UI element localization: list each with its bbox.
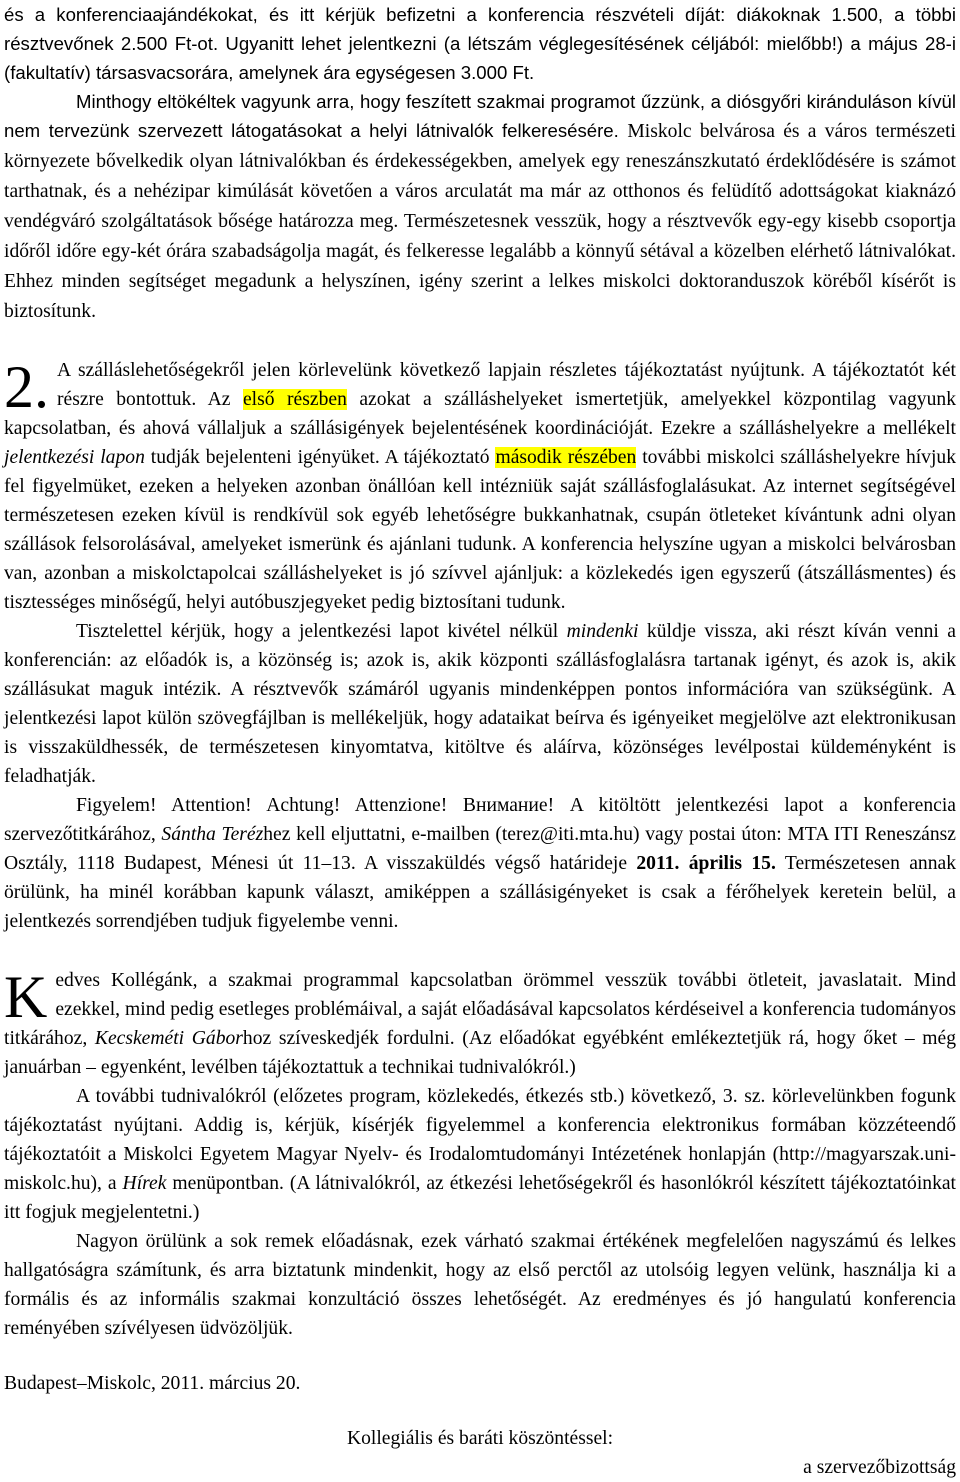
registration-emphasis: mindenki xyxy=(566,621,639,642)
colleague-paragraph xyxy=(4,966,956,1082)
news-menu-ref: Hírek xyxy=(122,1173,167,1194)
colleague-text-2: hoz szíveskedjék fordulni. (Az előadókat egyébként emlékeztetjük rá, hogy őket – még januárban – egyenként, levélben tájékoztattuk a technikai tudnivalókról.) xyxy=(4,1028,956,1078)
attention-text-1: Figyelem! Attention! Achtung! Attenzione! Внимание! A kitöltött jelentkezési lapot a konferencia szervezőtitkárához, xyxy=(4,795,956,845)
section-number: 2. xyxy=(4,354,49,420)
highlight-first-part: első részben xyxy=(242,389,347,410)
accommodation-text-3: tudják bejelenteni igényüket. A tájékoztató xyxy=(144,447,496,468)
accommodation-paragraph xyxy=(4,356,956,617)
registration-paragraph xyxy=(4,617,956,791)
registration-text-2: küldje vissza, aki részt kíván venni a konferencián: az előadók is, a közönség is; azok is, akik központi szállásfoglalásra tartanak igényt, és azok is, akik szállásukat maguk intézik. A résztvevők számáról ugyanis mindenképpen pontos információra van szükségünk. A jelentkezési lapot külön szövegfájlban is mellékeljük, hogy adataikat beírva és igényeiket megjelölve azt elektronikusan is visszaküldhessék, de természetesen kinyomtatva, kitöltve és aláírva, közönséges levélpostai küldeményként is feladhatják. xyxy=(4,621,956,787)
accommodation-text-4: további miskolci szálláshelyekre hívjuk fel figyelmüket, ezeken a helyeken azonban önállóan kell intézniük saját szállásfoglalásukat. Az internet segítségével természetesen ezeken kívül is rendkívül sok egyéb lehetőségre bukkanhatnak, csupán ötleteket kívántunk adni olyan szállások felsorolásával, amelyeket ismerünk és ajánlani tudunk. A konferencia helyszíne ugyan a miskolci belvárosban van, azonban a miskolctapolcai szálláshelyeket is jó szívvel ajánljuk: a közlekedés igen egyszerű (átszállásmentes) és tisztességes minőségű, helyi autóbuszjegyeket pedig biztosítani tudunk. xyxy=(4,447,957,613)
further-info-text-1: A további tudnivalókról (előzetes program, közlekedés, étkezés stb.) következő, 3. sz. körlevelünkben fogunk tájékoztatást nyújtani. Addig is, kérjük, kísérjék figyelemmel a konferencia elektronikus formában közzéteendő tájékoztatóit a Miskolci Egyetem Magyar Nyelv- és Irodalomtudományi Intézetének honlapján (http://magyarszak.uni-miskolc.hu), a xyxy=(4,1086,956,1194)
document-page xyxy=(4,0,956,1482)
further-info-paragraph xyxy=(4,1082,956,1227)
closing-paragraph: Nagyon örülünk a sok remek előadásnak, ezek várható szakmai értékének megfelelően nagyszámú és lelkes hallgatóságra számítunk, és arra biztatunk mindenkit, hogy az első perctől az utolsóig legyen velünk, használja ki a formális és az informális szakmai konzultáció összes lehetőségét. Az eredményes és jó hangulatú konferencia reményében szívélyesen üdvözöljük. xyxy=(4,1231,956,1339)
registration-form-ref: jelentkezési lapon xyxy=(4,447,145,468)
signature-date: Budapest–Miskolc, 2011. március 20. xyxy=(4,1373,301,1394)
deadline: 2011. április 15. xyxy=(636,853,776,874)
drop-cap-k: K xyxy=(4,964,48,1030)
accommodation-text-2: azokat a szálláshelyeket ismertetjük, amelyekkel központilag vagyunk kapcsolatban, és ahová vállaljuk a szállásigények bejelentésének koordinációját. Ezekre a szálláshelyekre a mellékelt xyxy=(4,389,956,439)
miskolc-text: Miskolc belvárosa és a város természeti környezete bővelkedik olyan látnivalókban és érdekességekben, amelyek egy reneszánszkutató érdeklődésére is számot tarthatnak, és a nehézipar kimúlását követően a város arculatát ma már az otthonos és felüdítő adottságokat kiaknázó vendégváró szolgáltatások bősége határozza meg. Természetesnek vesszük, hogy a résztvevők egy-egy kisebb csoportja időről időre egy-két órára szabadságolja magát, és felkeresse legalább a könnyű sétával a közelben elérhető látnivalókat. Ehhez minden segítséget megadunk a helyszínen, igény szerint a lelkes miskolci doktoranduszok köréből kísérőt is biztosítunk. xyxy=(4,121,956,322)
attention-paragraph xyxy=(4,791,956,936)
colleague-text-1: edves Kollégánk, a szakmai programmal kapcsolatban örömmel vesszük további ötleteit, javaslatait. Mind ezekkel, mind pedig esetleges problémáival, a saját előadásával kapcsolatos kérdéseivel a konferencia tudományos titkárához, xyxy=(4,970,956,1049)
excursion-text: Minthogy eltökéltek vagyunk arra, hogy feszített szakmai programot űzzünk, a diósgyőri kiránduláson kívül nem tervezünk szervezett látogatásokat a helyi látnivalók felkeresésére. xyxy=(4,91,956,141)
registration-text-1: Tisztelettel kérjük, hogy a jelentkezési lapot kivétel nélkül xyxy=(76,621,567,642)
attention-text-2: hez kell eljuttatni, e-mailben (terez@iti.mta.hu) vagy postai úton: MTA ITI Reneszánsz Osztály, 1118 Budapest, Ménesi út 11–13. A visszaküldés végső határideje xyxy=(4,824,956,874)
scientific-secretary-name: Kecskeméti Gábor xyxy=(94,1028,243,1049)
signature-closing: Kollegiális és baráti köszöntéssel: xyxy=(346,1428,614,1449)
highlight-second-part: második részében xyxy=(495,447,637,468)
secretary-name: Sántha Teréz xyxy=(161,824,264,845)
intro-paragraph: és a konferenciaajándékokat, és itt kérjük befizetni a konferencia részvételi díját: diákoknak 1.500, a többi résztvevőnek 2.500 Ft-ot. Ugyanitt lehet jelentkezni (a létszám véglegesítésének céljából: mielőbb!) a május 28-i (fakultatív) társasvacsorára, amelynek ára egységesen 3.000 Ft. xyxy=(4,4,956,83)
signature-organization: a szervezőbizottság xyxy=(803,1457,956,1478)
excursion-paragraph xyxy=(4,87,956,326)
attention-text-3: Természetesen annak örülünk, ha minél korábban kapunk választ, amiképpen a szállásigényeket is csak a férőhelyek keretein belül, a jelentkezés sorrendjében tudjuk figyelembe venni. xyxy=(4,853,956,932)
accommodation-text-1: A szálláslehetőségekről jelen körlevelünk következő lapjain részletes tájékoztatást nyújtunk. A tájékoztatót két részre bontottuk. Az xyxy=(57,360,956,410)
further-info-text-2: menüpontban. (A látnivalókról, az étkezési lehetőségekről és hasonlókról készített tájékoztatóinkat itt fogjuk megjelentetni.) xyxy=(4,1173,957,1223)
